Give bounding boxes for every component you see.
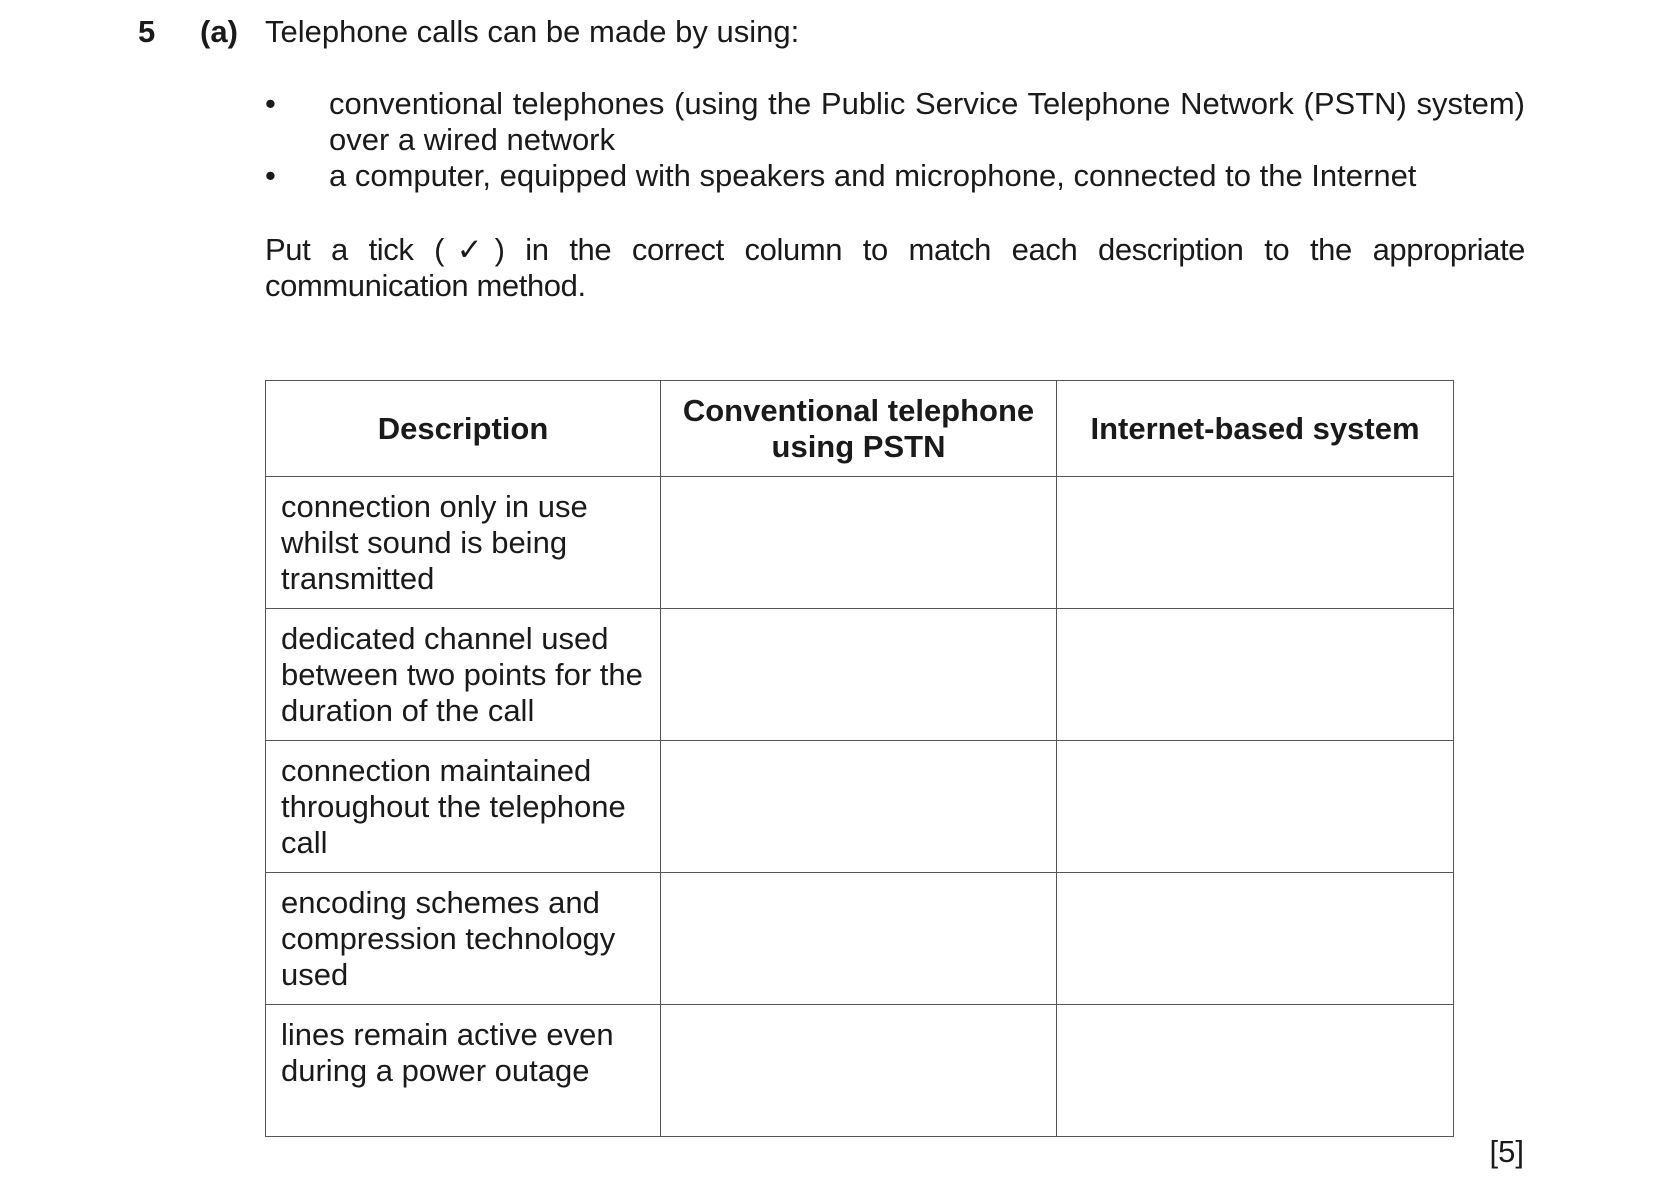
table-row	[266, 741, 1454, 873]
bullet-icon: •	[265, 86, 276, 121]
pstn-tick-cell[interactable]	[661, 873, 1057, 1005]
internet-tick-cell[interactable]	[1057, 1005, 1454, 1137]
question-number: 5	[138, 14, 156, 49]
description-cell: lines remain active even during a power outage	[266, 1005, 661, 1137]
question-intro: Telephone calls can be made by using:	[265, 14, 800, 49]
bullet-text: a computer, equipped with speakers and microphone, connected to the Internet	[329, 158, 1417, 193]
question-part-label: (a)	[200, 14, 238, 49]
bullet-list	[265, 86, 1525, 194]
table-row	[266, 1005, 1454, 1137]
header-conventional-telephone: Conventional telephone using PSTN	[661, 381, 1057, 477]
marks-allocation: [5]	[1489, 1134, 1524, 1169]
table-row	[266, 873, 1454, 1005]
description-cell: encoding schemes and compression technology used	[266, 873, 661, 1005]
pstn-tick-cell[interactable]	[661, 609, 1057, 741]
internet-tick-cell[interactable]	[1057, 477, 1454, 609]
internet-tick-cell[interactable]	[1057, 609, 1454, 741]
table-header-row	[266, 381, 1454, 477]
pstn-tick-cell[interactable]	[661, 477, 1057, 609]
bullet-text: conventional telephones (using the Public Service Telephone Network (PSTN) system) over a wired network	[329, 86, 1525, 157]
pstn-tick-cell[interactable]	[661, 741, 1057, 873]
description-cell: connection maintained throughout the telephone call	[266, 741, 661, 873]
answer-table	[265, 380, 1454, 1137]
bullet-item	[265, 86, 1525, 158]
instruction-text: Put a tick (✓) in the correct column to match each description to the appropriate communication method.	[265, 232, 1525, 303]
header-description: Description	[266, 381, 661, 477]
internet-tick-cell[interactable]	[1057, 741, 1454, 873]
bullet-icon: •	[265, 158, 276, 193]
table-row	[266, 609, 1454, 741]
internet-tick-cell[interactable]	[1057, 873, 1454, 1005]
table-row	[266, 477, 1454, 609]
header-internet-based: Internet-based system	[1057, 381, 1454, 477]
bullet-item	[265, 158, 1525, 194]
description-cell: connection only in use whilst sound is being transmitted	[266, 477, 661, 609]
pstn-tick-cell[interactable]	[661, 1005, 1057, 1137]
description-cell: dedicated channel used between two points for the duration of the call	[266, 609, 661, 741]
